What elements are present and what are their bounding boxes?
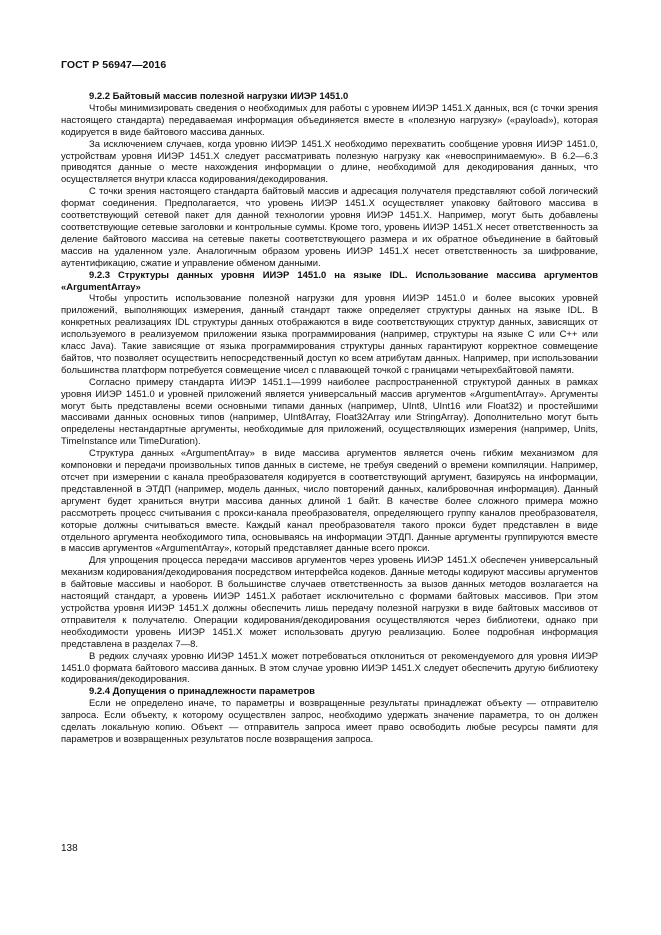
body-paragraph: С точки зрения настоящего стандарта байтовый массив и адресация получателя представляют собой логический формат соединения. Предполагается, что уровень ИИЭР 1451.Х осуществляет упаковку байтового массива в соответствующий сетевой пакет для данной технологии уровня ИИЭР 1451.Х. Например, могут быть добавлены соответствующие сетевые заголовки и контрольные суммы. Кроме того, уровень ИИЭР 1451.Х несет ответственность за деление байтового массива на сетевые пакеты соответствующего размера и их обратное объединение в байтовый массив на удаленном узле. Аналогичным образом уровень ИИЭР 1451.Х несет ответственность за шифрование, аутентификацию, сжатие и управление обменом данными. — [61, 186, 598, 269]
page-number: 138 — [61, 843, 78, 854]
body-paragraph: Структура данных «ArgumentArray» в виде массива аргументов является очень гибким механизмом для компоновки и передачи произвольных типов данных в системе, не требуя сведений о времени компиляции. Например, отсчет при измерении с канала преобразователя кодируется в соответствующий аргумент, базируясь на информации, представленной в ЭТДП (например, модель данных, число повторений данных, калибровочная информация). Данный аргумент будет храниться внутри массива данных длиной 1 байт. В качестве более сложного примера можно рассмотреть процесс считывания с прокси-канала преобразователя, определяющего группу каналов преобразователя, которые должны считываться вместе. Каждый канал преобразователя такого прокси будет представлен в виде отдельного аргумента необходимого типа, основываясь на информации ЭТДП. Данные аргументы группируются вместе в массив аргументов «ArgumentArray», который представляет данные всего прокси. — [61, 448, 598, 555]
body-paragraph: Чтобы минимизировать сведения о необходимых для работы с уровнем ИИЭР 1451.Х данных, вся (с точки зрения настоящего стандарта) передаваемая информация объединяется вместе в «полезную нагрузку» («payload»), которая кодируется в виде байтового массива данных. — [61, 102, 598, 138]
body-paragraph: Чтобы упростить использование полезной нагрузки для уровня ИИЭР 1451.0 и более высоких уровней приложений, выполняющих измерения, данный стандарт также определяет структуры данных на языке IDL. В конкретных реализациях IDL структуры данных отображаются в виде соответствующих структур данных, зависящих от используемого в реализуемом приложении языка программирования (например, структуры на языке С или С++ или класс Java). Такие зависящие от языка программирования структуры данных гарантируют корректное совмещение байтов, что позволяет осуществить непосредственный доступ ко всем атрибутам данных. Например, при использовании большинства платформ потребуется совмещение чисел с плавающей точкой с границами четырехбайтовой памяти. — [61, 293, 598, 376]
section-heading: 9.2.2 Байтовый массив полезной нагрузки ИИЭР 1451.0 — [89, 91, 349, 102]
section-heading: 9.2.3 Структуры данных уровня ИИЭР 1451.0 на языке IDL. Использование массива аргументов «ArgumentArray» — [61, 269, 598, 293]
body-paragraph: Согласно примеру стандарта ИИЭР 1451.1—1999 наиболее распространенной структурой данных в рамках уровня ИИЭР 1451.0 и уровней приложений является универсальный массив аргументов «ArgumentArray». Аргументы могут быть представлены всеми основными типами данных (например, UInt8, UInt16 или Float32) и простейшими массивами данных основных типов (например, UInt8Array, Float32Array или StringArray). Дополнительно могут быть определены нестандартные аргументы, необходимые для приложений, осуществляющих измерения (например, Units, TimeInstance или TimeDuration). — [61, 376, 598, 448]
body-paragraph: За исключением случаев, когда уровню ИИЭР 1451.Х необходимо перехватить сообщение уровня ИИЭР 1451.0, устройствам уровня ИИЭР 1451.Х следует рассматривать полезную нагрузку как «невоспринимаемую». В 6.2—6.3 приводятся данные о месте нахождения информации о длине, необходимой для декодирования данных, что осуществляется внутри класса кодирования/декодирования. — [61, 138, 598, 186]
standard-header: ГОСТ Р 56947—2016 — [61, 59, 167, 71]
section-heading: 9.2.4 Допущения о принадлежности параметров — [89, 686, 315, 698]
document-body — [61, 91, 598, 746]
body-paragraph: Для упрощения процесса передачи массивов аргументов через уровень ИИЭР 1451.Х обеспечен универсальный механизм кодирования/декодирования посредством интерфейса кодеков. Данные методы кодируют массивы аргументов в байтовые массивы и наоборот. В большинстве случаев ответственность за вызов данных методов возлагается на настоящий стандарт, а уровень ИИЭР 1451.Х работает исключительно с формами байтовых массивов. При этом устройства уровня ИИЭР 1451.Х должны обеспечить лишь передачу полезной нагрузки в виде байтовых массивов от отправителя к получателю. Операции кодирования/декодирования осуществляются через библиотеки, однако при необходимости уровень ИИЭР 1451.Х может использовать другую реализацию. Более подробная информация представлена в разделах 7—8. — [61, 555, 598, 650]
body-paragraph: В редких случаях уровню ИИЭР 1451.Х может потребоваться отклониться от рекомендуемого для уровня ИИЭР 1451.0 формата байтового массива данных. В этом случае уровню ИИЭР 1451.Х следует обеспечить другую библиотеку кодирования/декодирования. — [61, 650, 598, 686]
body-paragraph: Если не определено иначе, то параметры и возвращенные результаты принадлежат объекту — отправителю запроса. Если объекту, к которому осуществлен запрос, необходимо удержать значение параметра, то он должен сделать локальную копию. Объект — отправитель запроса имеет право освободить любые ресурсы памяти для параметров и возвращенных результатов после возвращения запроса. — [61, 698, 598, 745]
